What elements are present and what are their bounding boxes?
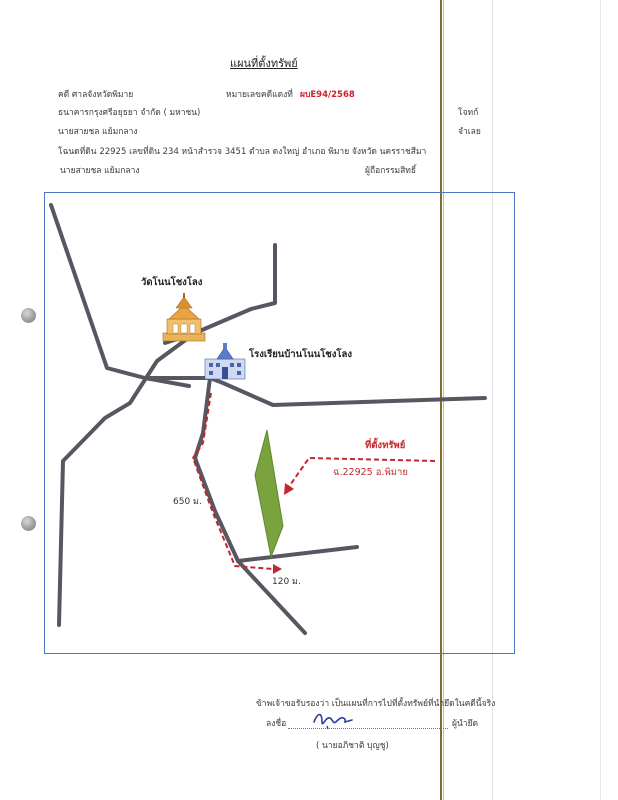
- sign-prefix: ลงชื่อ: [266, 719, 287, 729]
- defendant-name: นายสายชล แย้มกลาง: [58, 127, 138, 137]
- temple-icon: [163, 293, 205, 341]
- road: [195, 378, 305, 633]
- defendant-role: จำเลย: [458, 127, 481, 137]
- property-label: ที่ตั้งทรัพย์: [365, 440, 406, 451]
- sign-role: ผู้นำยึด: [452, 719, 479, 729]
- document-title: แผนที่ตั้งทรัพย์: [230, 57, 298, 70]
- owner-name: นายสายชล แย้มกลาง: [60, 166, 140, 176]
- property-pointer-arrow: [284, 483, 294, 495]
- school-label: โรงเรียนบ้านโนนโชงโลง: [249, 349, 352, 360]
- case-number: ผบE94/2568: [300, 90, 355, 100]
- road: [238, 547, 357, 561]
- plaintiff-role: โจทก์: [458, 108, 479, 118]
- case-number-label: หมายเลขคดีแดงที่: [226, 90, 293, 100]
- road: [51, 205, 189, 386]
- certification-text: ข้าพเจ้าขอรับรองว่า เป็นแผนที่การไปที่ตั้งทรัพย์ที่นำยึดในคดีนี้จริง: [256, 699, 496, 709]
- binder-hole-bottom: [21, 516, 36, 531]
- signature-image: [312, 708, 358, 734]
- location-map: [44, 192, 515, 654]
- school-icon: [205, 343, 245, 379]
- distance-120-label: 120 ม.: [272, 577, 301, 587]
- signer-name: ( นายอภิชาติ บุญชู): [316, 741, 389, 751]
- binder-hole-top: [21, 308, 36, 323]
- scan-line: [600, 0, 601, 800]
- distance-650-label: 650 ม.: [173, 497, 202, 507]
- temple-label: วัดโนนโชงโลง: [141, 277, 203, 288]
- owner-role: ผู้ถือกรรมสิทธิ์: [365, 166, 417, 176]
- property-plot: [255, 430, 283, 557]
- land-deed-info: โฉนดที่ดิน 22925 เลขที่ดิน 234 หน้าสำรวจ 3451 ตำบล ดงใหญ่ อำเภอ พิมาย จังหวัด นครราชสีมา: [58, 147, 427, 157]
- property-deed-label: ฉ.22925 อ.พิมาย: [333, 467, 408, 478]
- map-canvas: [45, 193, 516, 655]
- road: [145, 378, 485, 405]
- plaintiff-name: ธนาคารกรุงศรีอยุธยา จำกัด ( มหาชน): [58, 108, 201, 118]
- court-name: คดี ศาลจังหวัดพิมาย: [58, 90, 134, 100]
- route-arrow: [273, 564, 282, 574]
